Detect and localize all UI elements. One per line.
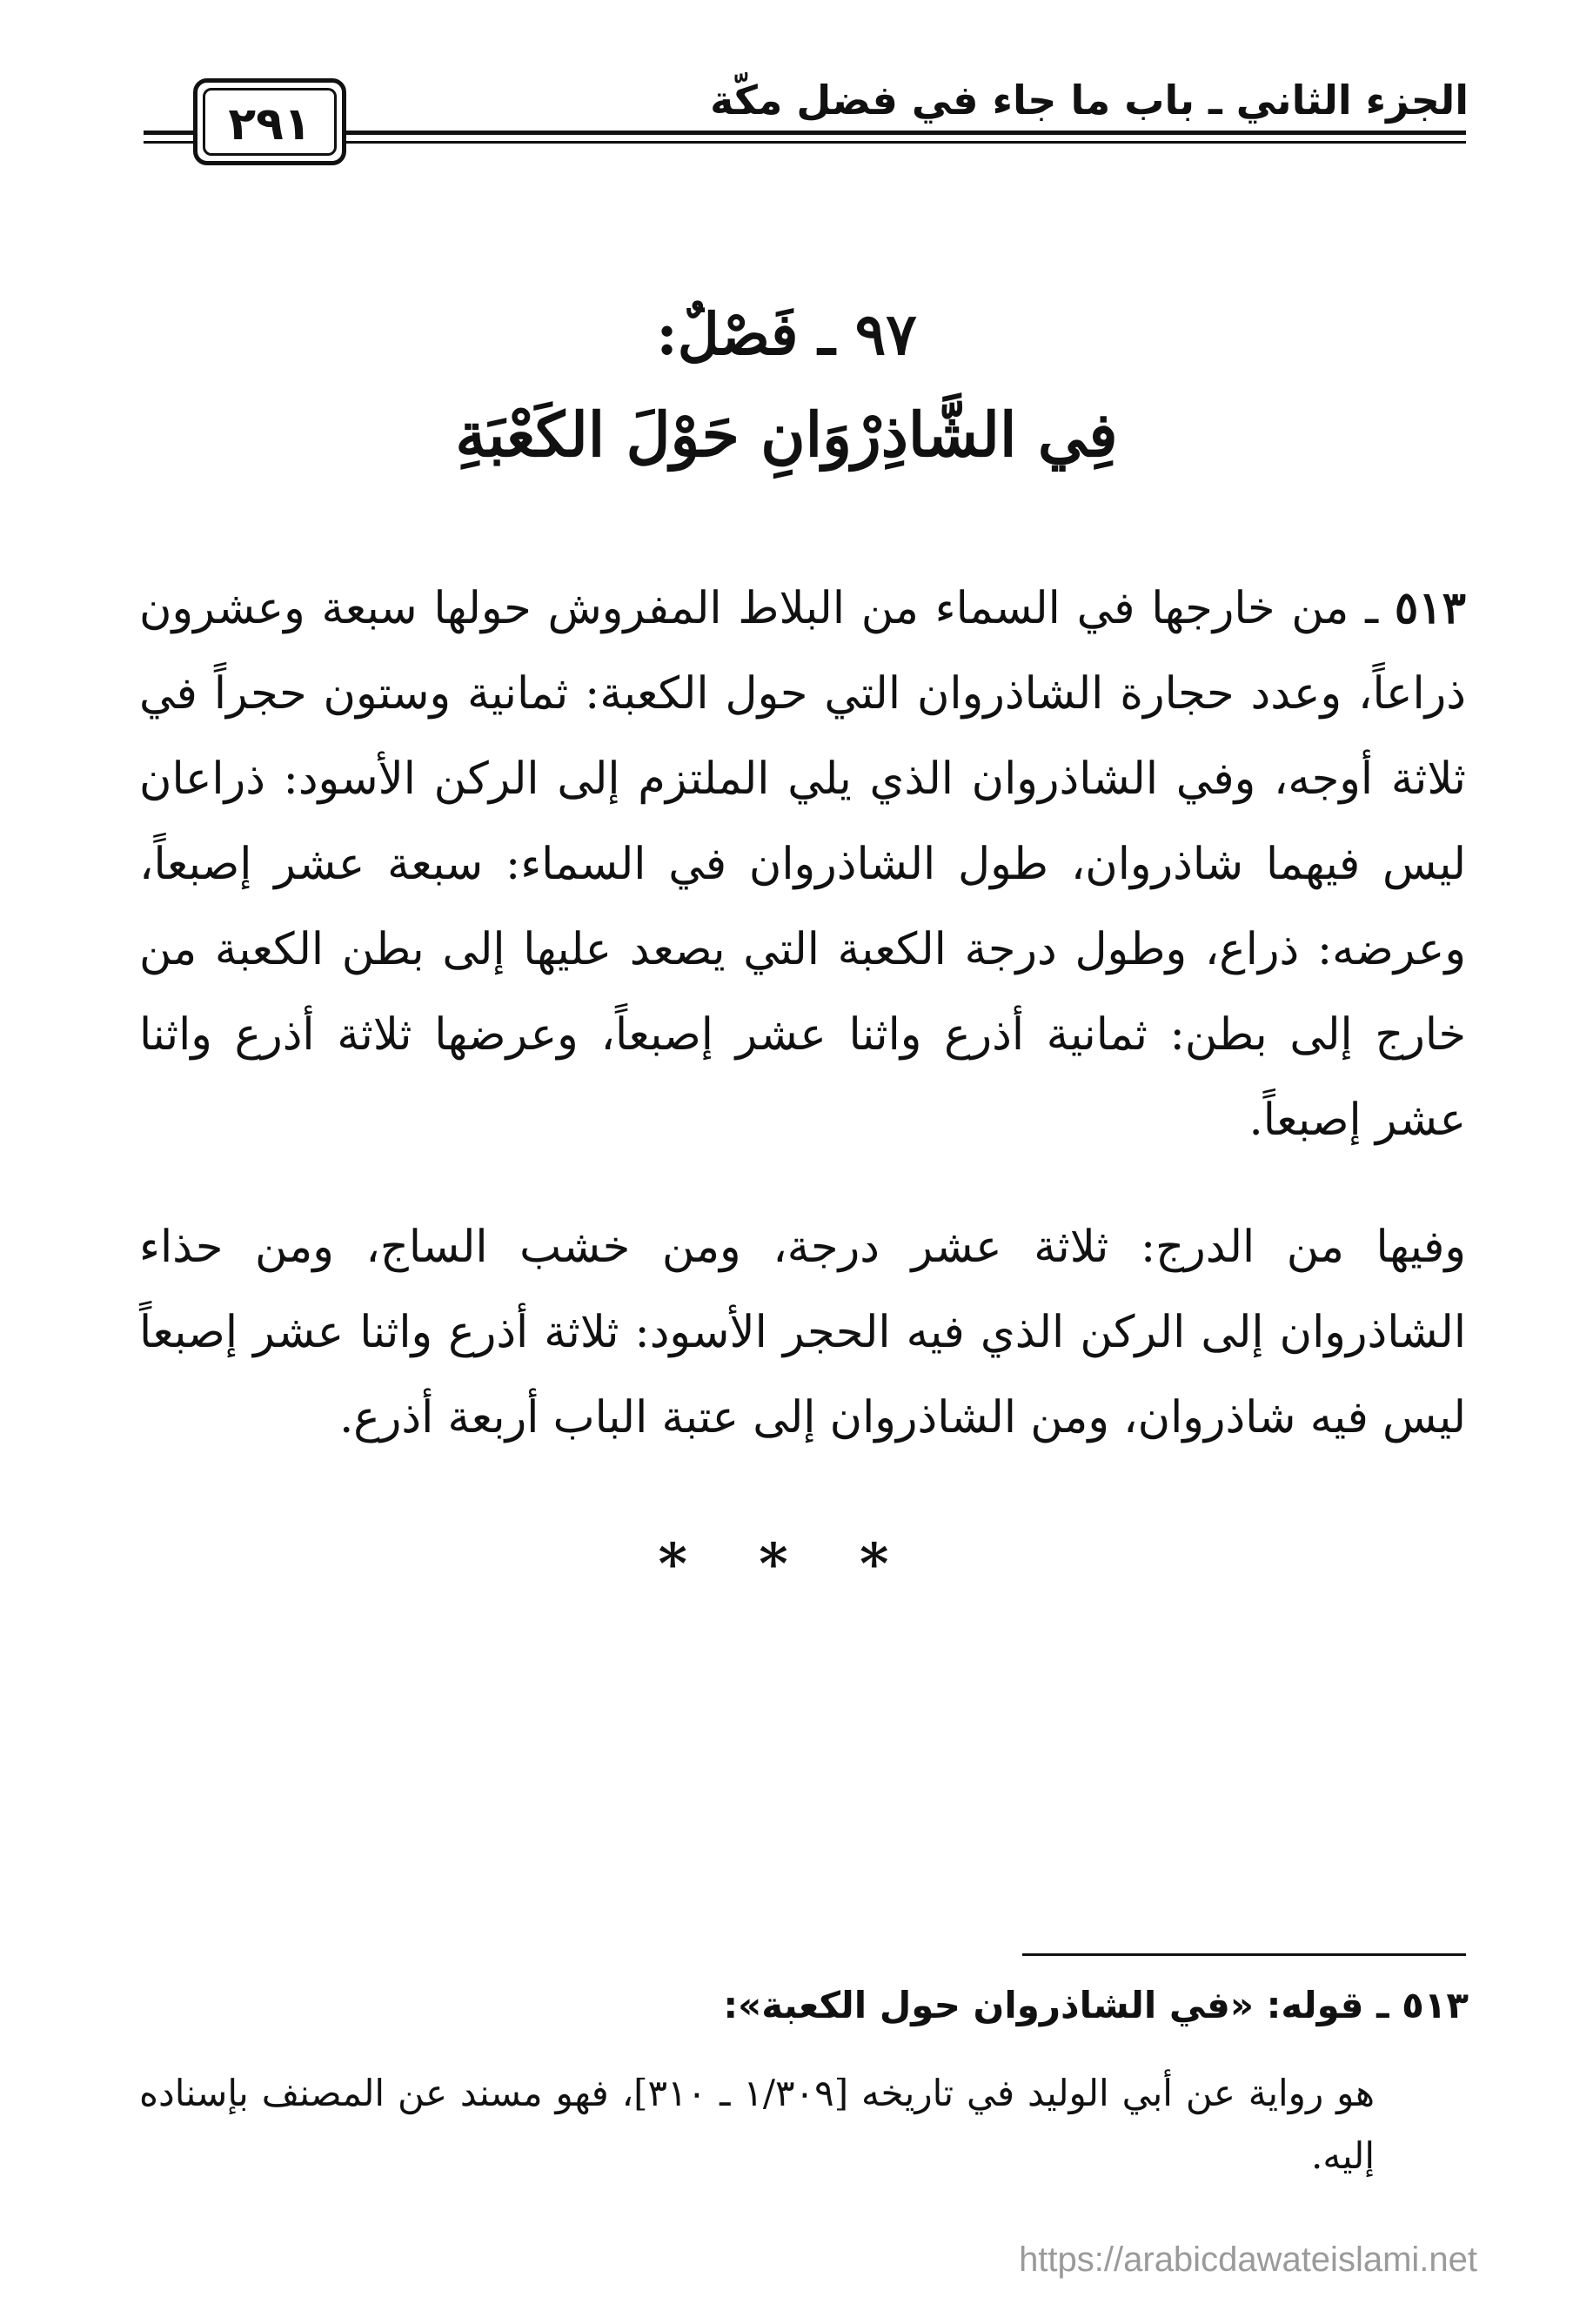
paragraph-number: ٥١٣ (1394, 582, 1466, 634)
body-paragraph-2 (139, 1205, 1466, 1461)
page-number: ٢٩١ (228, 98, 311, 151)
page-number-frame (193, 78, 346, 165)
watermark-url: https://arabicdawateislami.net (1019, 2240, 1477, 2279)
footnote-text: هو رواية عن أبي الوليد في تاريخه [١/٣٠٩ ـ ٣١٠]، فهو مسند عن المصنف بإسناده إليه. (139, 2072, 1375, 2177)
paragraph-2-text: وفيها من الدرج: ثلاثة عشر درجة، ومن خشب الساج، ومن حذاء الشاذروان إلى الركن الذي فيه الحجر الأسود: ثلاثة أذرع واثنا عشر إصبعاً ليس فيه شاذروان، ومن الشاذروان إلى عتبة الباب أربعة أذرع. (139, 1222, 1466, 1443)
chapter-heading-title: فِي الشَّاذِرْوَانِ حَوْلَ الكَعْبَةِ (455, 398, 1118, 471)
section-separator-stars: * * * (658, 1531, 915, 1597)
running-header-title: الجزء الثاني ـ باب ما جاء في فضل مكّة (710, 77, 1469, 124)
chapter-heading-number: ٩٧ ـ فَصْلٌ: (656, 300, 917, 368)
body-paragraph-1 (139, 566, 1466, 1163)
footnote-title: ٥١٣ ـ قوله: «في الشاذروان حول الكعبة»: (723, 1984, 1469, 2026)
paragraph-1-text: ـ من خارجها في السماء من البلاط المفروش حولها سبعة وعشرون ذراعاً، وعدد حجارة الشاذروان التي حول الكعبة: ثمانية وستون حجراً في ثلاثة أوجه، وفي الشاذروان الذي يلي الملتزم إلى الركن الأسود: ذراعان ليس فيهما شاذروان، طول الشاذروان في السماء: سبعة عشر إصبعاً، وعرضه: ذراع، وطول درجة الكعبة التي يصعد عليها إلى بطن الكعبة من خارج إلى بطن: ثمانية أذرع واثنا عشر إصبعاً، وعرضها ثلاثة أذرع واثنا عشر إصبعاً. (139, 583, 1466, 1146)
footnote-rule (1022, 1953, 1466, 1956)
